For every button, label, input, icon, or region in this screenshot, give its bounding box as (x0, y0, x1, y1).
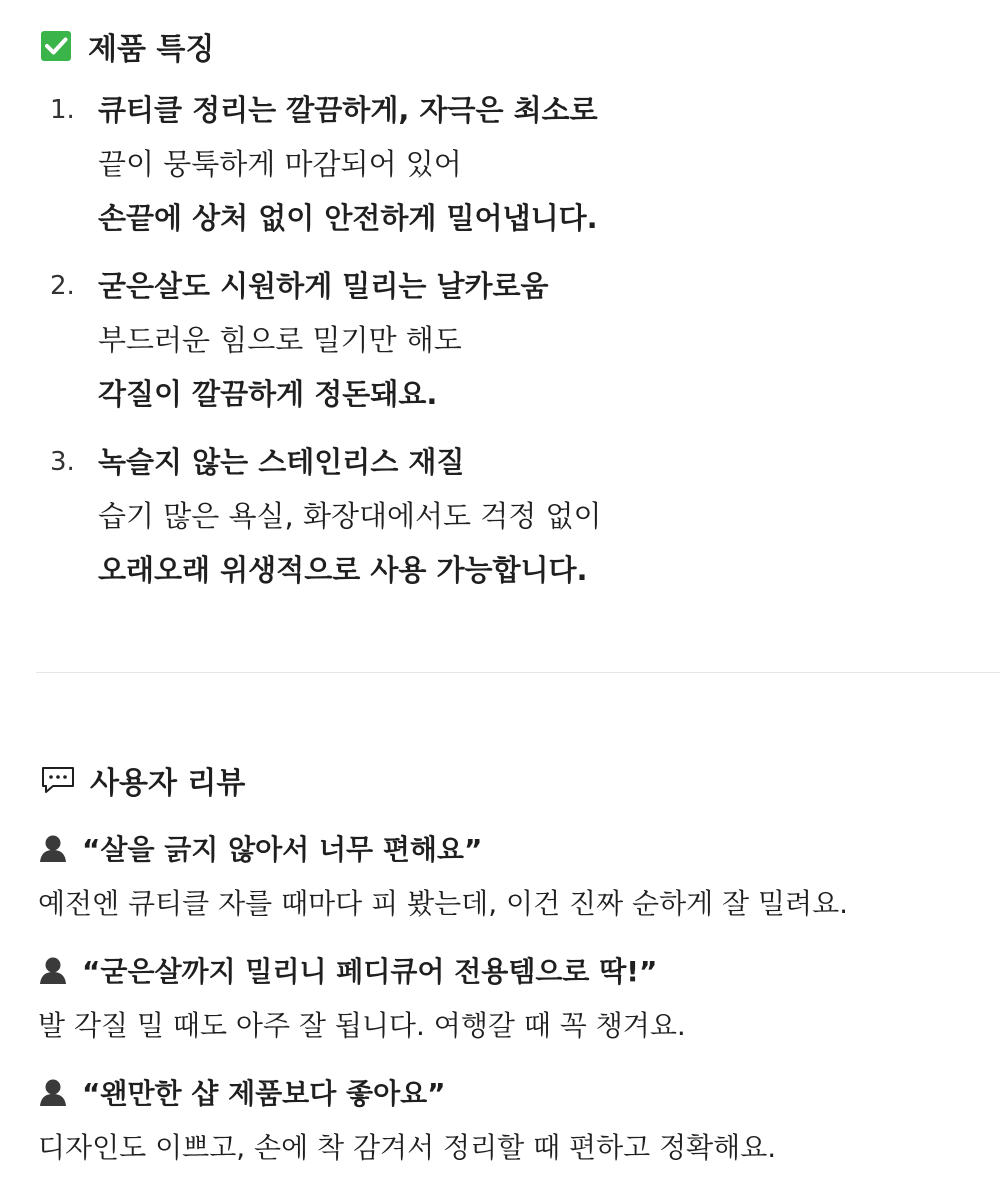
review-quote (38, 950, 657, 990)
person-icon (38, 833, 68, 863)
feature-desc-line: 오래오래 위생적으로 사용 가능합니다. (98, 553, 588, 587)
review-body: 발 각질 밀 때도 아주 잘 됩니다. 여행갈 때 꼭 챙겨요. (38, 1009, 686, 1042)
feature-desc-line: 습기 많은 욕실, 화장대에서도 걱정 없이 (98, 499, 602, 533)
review-quote-text: “왠만한 샵 제품보다 좋아요” (82, 1077, 446, 1110)
reviews-heading (40, 758, 245, 802)
person-icon (38, 1077, 68, 1107)
section-divider (36, 672, 1000, 673)
check-box-icon (40, 30, 72, 62)
reviews-title: 사용자 리뷰 (90, 766, 246, 801)
feature-number: 2. (50, 271, 75, 301)
feature-desc-line: 손끝에 상처 없이 안전하게 밀어냅니다. (98, 201, 598, 235)
feature-heading: 녹슬지 않는 스테인리스 재질 (98, 445, 465, 479)
speech-bubble-icon (40, 765, 76, 795)
feature-heading: 굳은살도 시원하게 밀리는 날카로움 (98, 269, 549, 303)
feature-number: 3. (50, 447, 75, 477)
review-quote-text: “굳은살까지 밀리니 페디큐어 전용템으로 딱!” (82, 955, 658, 988)
review-quote (38, 1072, 446, 1112)
feature-desc-line: 각질이 깔끔하게 정돈돼요. (98, 377, 438, 411)
review-quote-text: “살을 긁지 않아서 너무 편해요” (82, 833, 483, 866)
review-quote (38, 828, 482, 868)
feature-number: 1. (50, 95, 75, 125)
feature-desc-line: 끝이 뭉툭하게 마감되어 있어 (98, 147, 462, 181)
feature-heading: 큐티클 정리는 깔끔하게, 자극은 최소로 (98, 93, 598, 127)
person-icon (38, 955, 68, 985)
features-heading (40, 24, 214, 68)
features-title: 제품 특징 (88, 32, 215, 67)
feature-desc-line: 부드러운 힘으로 밀기만 해도 (98, 323, 462, 357)
review-body: 예전엔 큐티클 자를 때마다 피 봤는데, 이건 진짜 순하게 잘 밀려요. (38, 887, 849, 920)
review-body: 디자인도 이쁘고, 손에 착 감겨서 정리할 때 편하고 정확해요. (38, 1131, 777, 1164)
